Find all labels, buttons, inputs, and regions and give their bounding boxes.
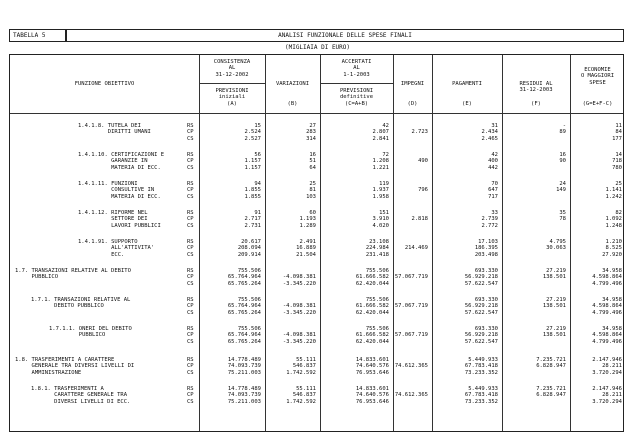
cell-variazioni: 51 [309, 158, 316, 165]
cell-economie: 84 [615, 129, 622, 136]
cell-economie: 11 [615, 123, 622, 129]
cell-previsioni: 94 [254, 181, 261, 187]
code-cs: CS [187, 398, 194, 405]
cell-previsioni-definitive: 74.640.576 [355, 363, 389, 370]
header-divider [320, 83, 393, 84]
header-pagamenti-code: (E) [462, 101, 472, 107]
cell-pagamenti: 56.929.218 [464, 274, 498, 281]
code-cp: CP [187, 332, 194, 339]
code-rs: RS [187, 123, 194, 129]
cell-previsioni-definitive: 4.020 [372, 222, 389, 229]
cell-residui: 138.501 [542, 274, 566, 281]
cell-pagamenti: 647 [488, 187, 498, 194]
header-accertati: ACCERTATI AL 1-1-2003 [341, 59, 372, 78]
cell-previsioni-definitive: 2.841 [372, 135, 389, 142]
cell-variazioni: 1.742.592 [286, 369, 316, 376]
cell-previsioni: 1.855 [244, 193, 261, 200]
cell-impegni: 2.723 [411, 129, 428, 136]
cell-variazioni: 27 [309, 123, 316, 129]
cell-previsioni: 91 [254, 210, 261, 216]
row-label: 1.4.1.10. CERTIFICAZIONI E GARANZIE IN MATERIA DI ECC. [78, 152, 165, 171]
cell-impegni: 796 [418, 187, 428, 194]
header-economie-code: (G=E+F-C) [582, 101, 613, 107]
cell-previsioni-definitive: 74.640.576 [355, 392, 389, 399]
cell-previsioni-definitive: 23.108 [369, 239, 389, 245]
cell-economie: 4.598.864 [592, 332, 622, 339]
row-label: 1.4.1.91. SUPPORTO ALL'ATTIVITA' ECC. [78, 239, 155, 258]
cell-previsioni: 65.765.264 [227, 338, 261, 345]
row-label: 1.7.1.1. ONERI DEL DEBITO PUBBLICO [49, 326, 132, 339]
cell-previsioni: 1.855 [244, 187, 261, 194]
code-cs: CS [187, 164, 194, 171]
code-cs: CS [187, 338, 194, 345]
cell-impegni: 74.612.365 [394, 363, 428, 370]
code-cs: CS [187, 369, 194, 376]
cell-previsioni-definitive: 42 [382, 123, 389, 129]
cell-residui: 7.235.721 [536, 357, 566, 363]
cell-variazioni: 55.111 [296, 357, 316, 363]
cell-economie: 25 [615, 181, 622, 187]
cell-previsioni: 65.765.264 [227, 309, 261, 316]
cell-pagamenti: 717 [488, 193, 498, 200]
cell-pagamenti: 693.330 [474, 297, 498, 303]
cell-pagamenti: 400 [488, 158, 498, 165]
table-subtitle: (MIGLIAIA DI EURO) [284, 44, 351, 51]
row-label: 1.8.1. TRASFERIMENTI A CARATTERE GENERALE TRA DIVERSI LIVELLI DI ECC. [31, 386, 131, 405]
cell-variazioni: 60 [309, 210, 316, 216]
cell-economie: 1.092 [605, 216, 622, 223]
cell-pagamenti: 33 [491, 210, 498, 216]
row-label: 1.4.1.12. RIFORME NEL SETTORE DEI LAVORI PUBBLICI [78, 210, 161, 229]
cell-previsioni-definitive: 231.418 [365, 251, 389, 258]
cell-previsioni-definitive: 151 [379, 210, 389, 216]
cell-previsioni-definitive: 62.420.044 [355, 338, 389, 345]
cell-pagamenti: 67.783.418 [464, 363, 498, 370]
code-cp: CP [187, 187, 194, 194]
row-label: 1.4.1.8. TUTELA DEI DIRITTI UMANI [78, 123, 151, 136]
cell-previsioni: 755.506 [237, 297, 261, 303]
code-cs: CS [187, 280, 194, 287]
cell-residui: 30.063 [546, 245, 566, 252]
header-funzione: FUNZIONE OBIETTIVO [74, 81, 135, 87]
cell-economie: 4.799.496 [592, 309, 622, 316]
header-variazioni: VARIAZIONI [275, 81, 310, 87]
cell-variazioni: 1.742.592 [286, 398, 316, 405]
cell-previsioni-definitive: 3.910 [372, 216, 389, 223]
cell-pagamenti: 73.233.352 [464, 369, 498, 376]
cell-previsioni-definitive: 1.208 [372, 158, 389, 165]
cell-previsioni: 1.157 [244, 164, 261, 171]
cell-pagamenti: 2.739 [481, 216, 498, 223]
cell-previsioni: 65.764.964 [227, 274, 261, 281]
cell-variazioni: 55.111 [296, 386, 316, 392]
cell-residui: 78 [559, 216, 566, 223]
cell-economie: 1.242 [605, 193, 622, 200]
cell-previsioni-definitive: 119 [379, 181, 389, 187]
cell-economie: 34.958 [602, 326, 622, 332]
cell-previsioni-definitive: 76.953.646 [355, 369, 389, 376]
cell-residui: 16 [559, 152, 566, 158]
cell-pagamenti: 67.783.418 [464, 392, 498, 399]
cell-variazioni: 1.193 [299, 216, 316, 223]
cell-pagamenti: 73.233.352 [464, 398, 498, 405]
cell-residui: 35 [559, 210, 566, 216]
cell-residui: 27.219 [546, 268, 566, 274]
header-bottom-rule [10, 113, 623, 114]
cell-previsioni: 209.914 [237, 251, 261, 258]
cell-pagamenti: 56.929.218 [464, 332, 498, 339]
cell-economie: 14 [615, 152, 622, 158]
code-rs: RS [187, 210, 194, 216]
cell-economie: 1.248 [605, 222, 622, 229]
cell-residui: 138.501 [542, 303, 566, 310]
cell-economie: 4.799.496 [592, 280, 622, 287]
table-title: ANALISI FUNZIONALE DELLE SPESE FINALI [66, 29, 624, 42]
cell-previsioni: 74.093.739 [227, 392, 261, 399]
code-cp: CP [187, 216, 194, 223]
cell-pagamenti: 186.395 [474, 245, 498, 252]
row-label: 1.8. TRASFERIMENTI A CARATTERE GENERALE TRA DIVERSI LIVELLI DI AMMINISTRAZIONE [15, 357, 135, 376]
header-previsioni-iniziali: PREVISIONI iniziali (A) [215, 88, 249, 107]
cell-variazioni: -4.098.381 [282, 303, 316, 310]
cell-previsioni-definitive: 62.420.044 [355, 309, 389, 316]
cell-residui: 6.828.947 [536, 363, 566, 370]
cell-previsioni: 56 [254, 152, 261, 158]
cell-variazioni: 21.504 [296, 251, 316, 258]
cell-variazioni: 64 [309, 164, 316, 171]
cell-impegni: 74.612.365 [394, 392, 428, 399]
cell-impegni: 2.818 [411, 216, 428, 223]
cell-pagamenti: 56.929.218 [464, 303, 498, 310]
cell-pagamenti: 57.622.547 [464, 309, 498, 316]
cell-residui: 27.219 [546, 297, 566, 303]
code-rs: RS [187, 268, 194, 274]
cell-economie: 4.799.496 [592, 338, 622, 345]
cell-previsioni: 14.778.489 [227, 357, 261, 363]
cell-pagamenti: 70 [491, 181, 498, 187]
cell-previsioni: 2.527 [244, 135, 261, 142]
cell-economie: 4.598.864 [592, 303, 622, 310]
cell-residui: 7.235.721 [536, 386, 566, 392]
cell-pagamenti: 57.622.547 [464, 280, 498, 287]
code-rs: RS [187, 326, 194, 332]
cell-previsioni-definitive: 755.506 [365, 326, 389, 332]
cell-pagamenti: 31 [491, 123, 498, 129]
cell-previsioni: 2.731 [244, 222, 261, 229]
cell-previsioni-definitive: 76.953.646 [355, 398, 389, 405]
header-pagamenti: PAGAMENTI [452, 81, 482, 87]
cell-residui: 27.219 [546, 326, 566, 332]
cell-variazioni: 283 [306, 129, 316, 136]
code-cp: CP [187, 363, 194, 370]
cell-pagamenti: 203.498 [474, 251, 498, 258]
code-cp: CP [187, 129, 194, 136]
cell-previsioni-definitive: 755.506 [365, 268, 389, 274]
code-rs: RS [187, 357, 194, 363]
cell-variazioni: -3.345.220 [282, 309, 316, 316]
code-rs: RS [187, 181, 194, 187]
cell-previsioni: 755.506 [237, 268, 261, 274]
cell-pagamenti: 693.330 [474, 268, 498, 274]
row-label: 1.7.1. TRANSAZIONI RELATIVE AL DEBITO PUBBLICO [31, 297, 131, 310]
code-cp: CP [187, 158, 194, 165]
cell-variazioni: -3.345.220 [282, 338, 316, 345]
cell-pagamenti: 2.465 [481, 135, 498, 142]
code-rs: RS [187, 239, 194, 245]
cell-variazioni: 1.289 [299, 222, 316, 229]
cell-variazioni: 314 [306, 135, 316, 142]
cell-economie: 82 [615, 210, 622, 216]
cell-variazioni: 546.837 [292, 363, 316, 370]
cell-pagamenti: 5.449.933 [468, 386, 498, 392]
cell-economie: 3.720.294 [592, 369, 622, 376]
cell-economie: 780 [612, 164, 622, 171]
cell-variazioni: -4.098.381 [282, 332, 316, 339]
cell-variazioni: -3.345.220 [282, 280, 316, 287]
row-label: 1.4.1.11. FUNZIONI CONSULTIVE IN MATERIA DI ECC. [78, 181, 161, 200]
header-consistenza: CONSISTENZA AL 31-12-2002 [213, 59, 251, 78]
cell-pagamenti: 42 [491, 152, 498, 158]
cell-previsioni-definitive: 61.666.582 [355, 274, 389, 281]
cell-previsioni-definitive: 1.221 [372, 164, 389, 171]
cell-previsioni: 65.764.964 [227, 303, 261, 310]
cell-variazioni: 16 [309, 152, 316, 158]
cell-residui: 149 [556, 187, 566, 194]
cell-variazioni: 2.491 [299, 239, 316, 245]
cell-previsioni: 20.617 [241, 239, 261, 245]
header-economie: ECONOMIE O MAGGIORI SPESE [580, 67, 615, 86]
code-rs: RS [187, 152, 194, 158]
cell-economie: 3.720.294 [592, 398, 622, 405]
cell-previsioni-definitive: 14.833.601 [355, 386, 389, 392]
cell-pagamenti: 5.449.933 [468, 357, 498, 363]
cell-previsioni-definitive: 2.807 [372, 129, 389, 136]
cell-previsioni: 2.524 [244, 129, 261, 136]
cell-residui: 90 [559, 158, 566, 165]
cell-economie: 28.211 [602, 363, 622, 370]
cell-variazioni: 81 [309, 187, 316, 194]
code-cs: CS [187, 222, 194, 229]
code-rs: RS [187, 386, 194, 392]
cell-economie: 177 [612, 135, 622, 142]
cell-previsioni-definitive: 14.833.601 [355, 357, 389, 363]
cell-previsioni: 755.506 [237, 326, 261, 332]
cell-pagamenti: 2.434 [481, 129, 498, 136]
cell-impegni: 57.067.719 [394, 303, 428, 310]
code-cs: CS [187, 135, 194, 142]
cell-economie: 2.147.946 [592, 357, 622, 363]
cell-economie: 1.210 [605, 239, 622, 245]
cell-impegni: 57.067.719 [394, 332, 428, 339]
cell-residui: - [562, 123, 566, 129]
cell-residui: 4.795 [549, 239, 566, 245]
header-impegni-code: (D) [407, 101, 418, 107]
cell-pagamenti: 693.330 [474, 326, 498, 332]
cell-previsioni: 75.211.003 [227, 369, 261, 376]
code-cs: CS [187, 193, 194, 200]
cell-previsioni: 74.093.739 [227, 363, 261, 370]
code-cp: CP [187, 274, 194, 281]
code-rs: RS [187, 297, 194, 303]
cell-economie: 718 [612, 158, 622, 165]
cell-variazioni: 103 [306, 193, 316, 200]
cell-pagamenti: 17.103 [478, 239, 498, 245]
cell-economie: 34.958 [602, 297, 622, 303]
cell-previsioni: 14.778.489 [227, 386, 261, 392]
header-divider [199, 83, 265, 84]
cell-economie: 2.147.946 [592, 386, 622, 392]
header-residui-code: (F) [531, 101, 541, 107]
cell-residui: 89 [559, 129, 566, 136]
code-cp: CP [187, 392, 194, 399]
cell-economie: 27.920 [602, 251, 622, 258]
cell-impegni: 57.067.719 [394, 274, 428, 281]
code-cs: CS [187, 309, 194, 316]
cell-previsioni: 65.765.264 [227, 280, 261, 287]
header-variazioni-code: (B) [287, 101, 298, 107]
cell-previsioni: 1.157 [244, 158, 261, 165]
cell-pagamenti: 57.622.547 [464, 338, 498, 345]
code-cp: CP [187, 245, 194, 252]
cell-previsioni: 2.717 [244, 216, 261, 223]
cell-economie: 1.141 [605, 187, 622, 194]
header-previsioni-definitive: PREVISIONI definitive (C=A+B) [339, 88, 374, 107]
cell-previsioni: 208.094 [237, 245, 261, 252]
cell-economie: 4.598.864 [592, 274, 622, 281]
cell-economie: 34.958 [602, 268, 622, 274]
data-table [9, 54, 624, 432]
cell-previsioni-definitive: 61.666.582 [355, 332, 389, 339]
cell-variazioni: -4.098.381 [282, 274, 316, 281]
cell-previsioni: 65.764.964 [227, 332, 261, 339]
cell-economie: 8.525 [605, 245, 622, 252]
table-label: TABELLA 5 [9, 29, 66, 42]
cell-residui: 6.828.947 [536, 392, 566, 399]
row-label: 1.7. TRANSAZIONI RELATIVE AL DEBITO PUBBLICO [15, 268, 131, 281]
cell-previsioni-definitive: 62.420.044 [355, 280, 389, 287]
cell-previsioni-definitive: 224.984 [365, 245, 389, 252]
cell-impegni: 490 [418, 158, 428, 165]
cell-residui: 24 [559, 181, 566, 187]
cell-previsioni-definitive: 61.666.582 [355, 303, 389, 310]
header-impegni: IMPEGNI [400, 81, 425, 87]
code-cp: CP [187, 303, 194, 310]
code-cs: CS [187, 251, 194, 258]
cell-previsioni-definitive: 755.506 [365, 297, 389, 303]
cell-variazioni: 546.837 [292, 392, 316, 399]
cell-impegni: 214.469 [404, 245, 428, 252]
cell-economie: 28.211 [602, 392, 622, 399]
column-divider [393, 55, 394, 431]
cell-variazioni: 25 [309, 181, 316, 187]
cell-previsioni-definitive: 1.958 [372, 193, 389, 200]
cell-previsioni-definitive: 72 [382, 152, 389, 158]
cell-previsioni: 75.211.003 [227, 398, 261, 405]
cell-previsioni: 15 [254, 123, 261, 129]
cell-pagamenti: 2.772 [481, 222, 498, 229]
cell-previsioni-definitive: 1.937 [372, 187, 389, 194]
cell-variazioni: 16.889 [296, 245, 316, 252]
cell-residui: 138.501 [542, 332, 566, 339]
cell-pagamenti: 442 [488, 164, 498, 171]
header-residui: RESIDUI AL 31-12-2003 [519, 81, 553, 94]
